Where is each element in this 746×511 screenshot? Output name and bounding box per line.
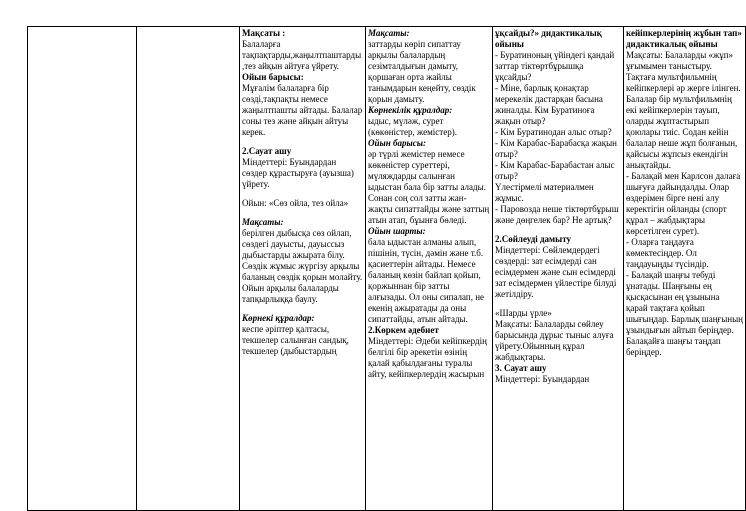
paragraph bbox=[626, 28, 743, 50]
column-pairs-game bbox=[624, 27, 746, 511]
paragraph-text: Міндеттері: Буындардан сөздер құрастыруға (ауызша) үйрету. bbox=[242, 157, 354, 189]
cell-content bbox=[139, 28, 237, 509]
paragraph bbox=[495, 160, 621, 182]
paragraph bbox=[495, 308, 621, 319]
paragraph bbox=[495, 234, 621, 245]
paragraph bbox=[495, 204, 621, 226]
paragraph-text: 2.Көркем әдебиет bbox=[368, 325, 439, 335]
paragraph-text: Мақсаты: Балаларды «жұп» ұғымымен таныстыру. bbox=[626, 50, 734, 71]
paragraph bbox=[495, 28, 621, 50]
paragraph-text: Мақсаты: bbox=[242, 217, 284, 227]
paragraph bbox=[495, 363, 621, 374]
paragraph bbox=[495, 127, 621, 138]
paragraph bbox=[495, 374, 621, 385]
paragraph bbox=[368, 226, 490, 237]
paragraph-text: Ойын барысы: bbox=[368, 138, 426, 148]
paragraph-text: 2.Сөйлеуді дамыту bbox=[495, 234, 572, 244]
column-empty-2 bbox=[137, 27, 240, 511]
paragraph bbox=[368, 336, 490, 380]
column-sensory-game bbox=[366, 27, 493, 511]
paragraph-text: Мақсаты: bbox=[368, 28, 410, 38]
paragraph bbox=[626, 94, 743, 171]
paragraph-text: Балақайға шаңғы таңдап беріңдер. bbox=[626, 336, 721, 357]
paragraph-text: Міндеттері: Буындардан bbox=[495, 374, 590, 384]
paragraph-text: Ойын барысы: bbox=[242, 72, 304, 82]
paragraph bbox=[368, 105, 490, 116]
column-math-game bbox=[493, 27, 624, 511]
paragraph bbox=[626, 336, 743, 358]
paragraph-text: - Кім Буратинодан алыс отыр? bbox=[495, 127, 612, 137]
paragraph-gap bbox=[495, 226, 621, 234]
paragraph-text: Тақтаға мультфильмнің кейіпкерлері әр жерге ілінген. bbox=[626, 72, 741, 93]
paragraph-text: Мақсаты: Балаларды сөйлеу барысында дұрыс тыныс алуға үйрету.Ойынның құрал жабдықтары. bbox=[495, 319, 614, 362]
paragraph-text: - Міне, барлық қонақтар мерекелік дастарқан басына жиналды. Кім Буратиноға жақын отыр? bbox=[495, 83, 603, 126]
paragraph-text: Міндеттері: Әдеби кейіпкердің белгілі бір әрекетін өзінің қалай қабылдағаны туралы айту, кейіпкерлердің жасырын bbox=[368, 336, 487, 379]
paragraph bbox=[368, 28, 490, 39]
paragraph-text: Мұғалім балаларға бір сөзді,тақпақты немесе жаңылтпашты айтады. Балалар соны тез және айқын айтуы керек. bbox=[242, 83, 363, 137]
cell-content bbox=[495, 28, 621, 509]
paragraph bbox=[242, 313, 363, 324]
paragraph-text: кеспе әріптер қалтасы, текшелер салынған сандық, текшелер (дыбыстардың bbox=[242, 324, 349, 356]
paragraph bbox=[368, 39, 490, 105]
paragraph bbox=[495, 50, 621, 83]
paragraph-text: - Балақай шаңғы тебуді ұнатады. Шаңғыны ең қысқасынан ең ұзынына қарай тақтаға қойып шығыңдар. Барлық шаңғының ұзындығын айтып беріңдер. bbox=[626, 270, 743, 335]
paragraph bbox=[368, 138, 490, 149]
paragraph-text: ыдыс, мүләж, сурет (көкөністер, жемістер). bbox=[368, 116, 457, 137]
paragraph bbox=[626, 237, 743, 270]
paragraph bbox=[368, 325, 490, 336]
cell-content bbox=[242, 28, 363, 509]
paragraph bbox=[242, 28, 363, 39]
paragraph bbox=[368, 237, 490, 325]
paragraph-gap bbox=[242, 190, 363, 198]
cell-content bbox=[30, 28, 134, 509]
paragraph-text: заттарды көріп сипаттау арқылы балалардың сезімталдығын дамыту, қоршаған орта жайлы танымдарын кеңейту, сөздік қорын дамыту. bbox=[368, 39, 476, 104]
paragraph bbox=[242, 217, 363, 228]
paragraph-gap bbox=[495, 300, 621, 308]
paragraph-text: Үлестірмелі материалмен жұмыс. bbox=[495, 182, 594, 203]
paragraph-gap bbox=[242, 138, 363, 146]
paragraph-text: - Буратиноның үйіндегі қандай заттар тіктөртбұрышқа ұқсайды? bbox=[495, 50, 615, 82]
paragraph-text: 3. Сауат ашу bbox=[495, 363, 547, 373]
paragraph-text: Көрнекілік құралдар: bbox=[368, 105, 453, 115]
paragraph bbox=[495, 83, 621, 127]
paragraph-text: берілген дыбысқа сөз ойлап, сөздегі дауысты, дауыссыз дыбыстарды ажырата білу. Сөздік жұмыс жүргізу арқылы баланың сөздік қорын молайту. Ойын арқылы балаларды тапқырлыққа баулу. bbox=[242, 228, 363, 304]
paragraph bbox=[242, 72, 363, 83]
paragraph-text: кейіпкерлерінің жұбын тап» дидактикалық ойыны bbox=[626, 28, 742, 49]
paragraph-text: Мақсаты : bbox=[242, 28, 286, 38]
paragraph-text: бала ыдыстан алманы алып, пішінін, түсін, дәмін және т.б. қасиеттерін айтады. Немесе баланың көзін байлап қойып, қоржыннан бір затты алғызады. Ол оны сипалап, не екенің ажыратады да оны сипаттайды, атын айтады. bbox=[368, 237, 485, 324]
paragraph bbox=[495, 182, 621, 204]
paragraph-text: «Шарды үрле» bbox=[495, 308, 552, 318]
paragraph-text: 2.Сауат ашу bbox=[242, 146, 292, 156]
paragraph bbox=[495, 245, 621, 300]
paragraph bbox=[368, 149, 490, 226]
paragraph bbox=[368, 116, 490, 138]
paragraph-text: Ойын шарты: bbox=[368, 226, 426, 236]
paragraph bbox=[626, 270, 743, 336]
paragraph-text: әр түрлі жемістер немесе көкөністер суреттері, мүляждарды салынған ыдыстан бала бір затты алады. Сонан соң сол затты жан-жақты сипаттайды және заттың атын атап, бұынға бөледі. bbox=[368, 149, 490, 225]
lesson-plan-table bbox=[27, 26, 746, 511]
paragraph bbox=[242, 198, 363, 209]
paragraph bbox=[626, 171, 743, 237]
paragraph-text: - Паровозда неше тіктөртбұрыш және дөңгелек бар? Не артық? bbox=[495, 204, 619, 225]
paragraph-text: Ойын: «Сөз ойла, тез ойла» bbox=[242, 198, 349, 208]
table-row bbox=[28, 27, 746, 511]
paragraph bbox=[626, 50, 743, 72]
paragraph bbox=[242, 83, 363, 138]
cell-content bbox=[626, 28, 743, 509]
paragraph-text: Балалар бір мультфильмнің екі кейіпкерлерін тауып, оларды жұптастырып қоюлары тиіс. Содан кейін балалар неше жұп болғанын, қайсысы жұпсыз екендігін анықтайды. bbox=[626, 94, 738, 170]
column-speech-game bbox=[240, 27, 366, 511]
paragraph-text: - Оларға таңдауға көмектесіңдер. Ол таңдауыңды түсіндір. bbox=[626, 237, 709, 269]
paragraph bbox=[242, 39, 363, 72]
paragraph bbox=[242, 324, 363, 357]
paragraph-text: - Кім Карабас-Барабастан алыс отыр? bbox=[495, 160, 615, 181]
paragraph bbox=[495, 138, 621, 160]
paragraph-text: ұқсайды?» дидактикалық ойыны bbox=[495, 28, 602, 49]
paragraph-text: - Кім Карабас-Барабасқа жақын отыр? bbox=[495, 138, 617, 159]
paragraph bbox=[242, 228, 363, 305]
paragraph bbox=[242, 146, 363, 157]
paragraph-text: - Балақай мен Карлсон далаға шығуға дайындалды. Олар өздерімен бірге нені алу керектігін ойланды (спорт құрал – жабдықтары көрсетілген сурет). bbox=[626, 171, 741, 236]
paragraph-text: Міндеттері: Сөйлемдердегі сөздерді: зат есімдерді сан есімдермен және сын есімдерді зат есімдермен үйлестіре білуді жетілдіру. bbox=[495, 245, 617, 299]
paragraph-text: Көрнекі құралдар: bbox=[242, 313, 315, 323]
cell-content bbox=[368, 28, 490, 509]
paragraph-gap bbox=[242, 305, 363, 313]
paragraph bbox=[242, 157, 363, 190]
paragraph-text: Балаларға тақпақтарды,жаңылтпаштарды,тез айқын айтуға үйрету. bbox=[242, 39, 362, 71]
paragraph bbox=[495, 319, 621, 363]
paragraph bbox=[626, 72, 743, 94]
column-empty-1 bbox=[28, 27, 137, 511]
paragraph-gap bbox=[242, 209, 363, 217]
